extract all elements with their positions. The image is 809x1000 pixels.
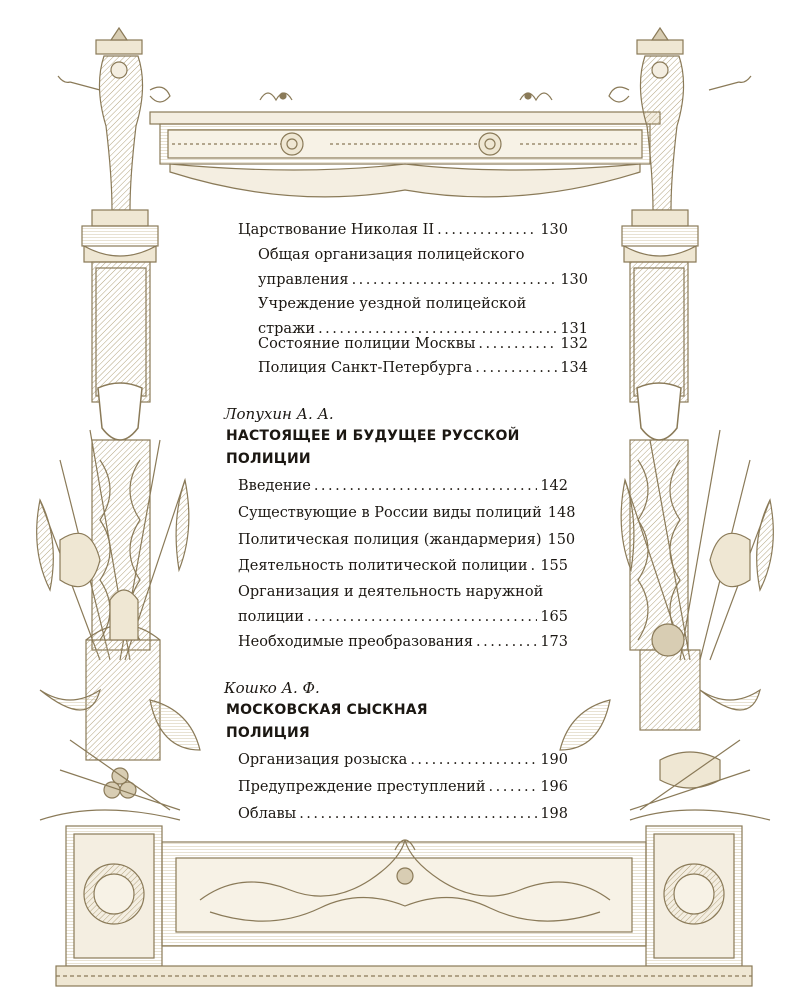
toc-entry xyxy=(224,501,576,526)
dot-leader xyxy=(352,268,558,293)
toc-page-number: 165 xyxy=(540,609,568,625)
toc-entry xyxy=(224,356,588,381)
toc-page-number: 150 xyxy=(547,532,576,548)
toc-row xyxy=(238,501,576,526)
toc-row xyxy=(258,268,588,293)
toc-row xyxy=(238,605,568,630)
toc-entry xyxy=(224,748,568,773)
section-title: НАСТОЯЩЕЕ И БУДУЩЕЕ РУССКОЙ xyxy=(226,428,520,444)
section-title-line2: ПОЛИЦИИ xyxy=(226,451,311,467)
toc-entry xyxy=(224,332,588,357)
toc-row xyxy=(238,218,568,243)
toc-entry-title-line1: Учреждение уездной полицейской xyxy=(258,296,527,312)
toc-entry xyxy=(224,802,568,827)
toc-entry-title: Введение xyxy=(238,478,311,494)
toc-entry xyxy=(224,630,568,655)
toc-page-number: 130 xyxy=(560,272,588,288)
toc-entry xyxy=(224,218,568,243)
dot-leader xyxy=(437,218,537,243)
dot-leader xyxy=(476,630,537,655)
toc-page-number: 173 xyxy=(540,634,568,650)
toc-page-number: 142 xyxy=(540,478,568,494)
toc-page-number: 148 xyxy=(547,505,576,521)
top-cornice xyxy=(150,93,660,197)
toc-entry-title: Организация розыска xyxy=(238,752,408,768)
toc-entry-title: Полиция Санкт-Петербурга xyxy=(258,360,473,376)
toc-page-number: 190 xyxy=(540,752,568,768)
toc-page-number: 130 xyxy=(540,222,568,238)
dot-leader xyxy=(489,775,538,800)
toc-entry-title: Состояние полиции Москвы xyxy=(258,336,476,352)
toc-page-number: 196 xyxy=(540,779,568,795)
section-title-line2: ПОЛИЦИЯ xyxy=(226,725,310,741)
toc-entry-title: Существующие в России виды полиций xyxy=(238,505,542,521)
toc-entry-title-line1: Общая организация полицейского xyxy=(258,247,525,263)
toc-row xyxy=(258,356,588,381)
toc-entry-title: Деятельность политической полиции xyxy=(238,558,528,574)
toc-row xyxy=(238,474,568,499)
toc-page-number: 132 xyxy=(560,336,588,352)
dot-leader xyxy=(410,748,537,773)
dot-leader xyxy=(299,802,537,827)
toc-page-number: 198 xyxy=(540,806,568,822)
toc-entry xyxy=(224,580,568,630)
bottom-base xyxy=(56,826,752,986)
dot-leader xyxy=(475,356,557,381)
toc-entry-title: Царствование Николая II xyxy=(238,222,435,238)
toc-row xyxy=(238,554,568,579)
dot-leader xyxy=(478,332,557,357)
toc-entry-title: полиции xyxy=(238,609,304,625)
toc-page-number: 134 xyxy=(560,360,588,376)
dot-leader xyxy=(314,474,537,499)
toc-page-number: 131 xyxy=(560,321,588,337)
toc-entry xyxy=(224,775,568,800)
toc-entry xyxy=(224,554,568,579)
toc-row xyxy=(238,630,568,655)
toc-row xyxy=(238,748,568,773)
toc-row xyxy=(258,332,588,357)
section-author: Кошко А. Ф. xyxy=(224,679,320,697)
toc-entry-title-line1: Организация и деятельность наружной xyxy=(238,584,544,600)
section-title: МОСКОВСКАЯ СЫСКНАЯ xyxy=(226,702,428,718)
toc-row xyxy=(238,802,568,827)
toc-entry-title: Предупреждение преступлений xyxy=(238,779,486,795)
toc-entry-title: управления xyxy=(258,272,349,288)
toc-entry-title: Политическая полиция (жандармерия) xyxy=(238,532,542,548)
section-author: Лопухин А. А. xyxy=(224,405,334,423)
toc-entry-title: Облавы xyxy=(238,806,297,822)
toc-entry-title: Необходимые преобразования xyxy=(238,634,474,650)
dot-leader xyxy=(531,554,538,579)
toc-row xyxy=(238,775,568,800)
toc-page-number: 155 xyxy=(540,558,568,574)
toc-entry xyxy=(224,528,576,553)
toc-row xyxy=(238,528,576,553)
toc-entry xyxy=(224,474,568,499)
toc-entry-title: стражи xyxy=(258,321,316,337)
toc-entry xyxy=(224,243,588,293)
dot-leader xyxy=(307,605,537,630)
